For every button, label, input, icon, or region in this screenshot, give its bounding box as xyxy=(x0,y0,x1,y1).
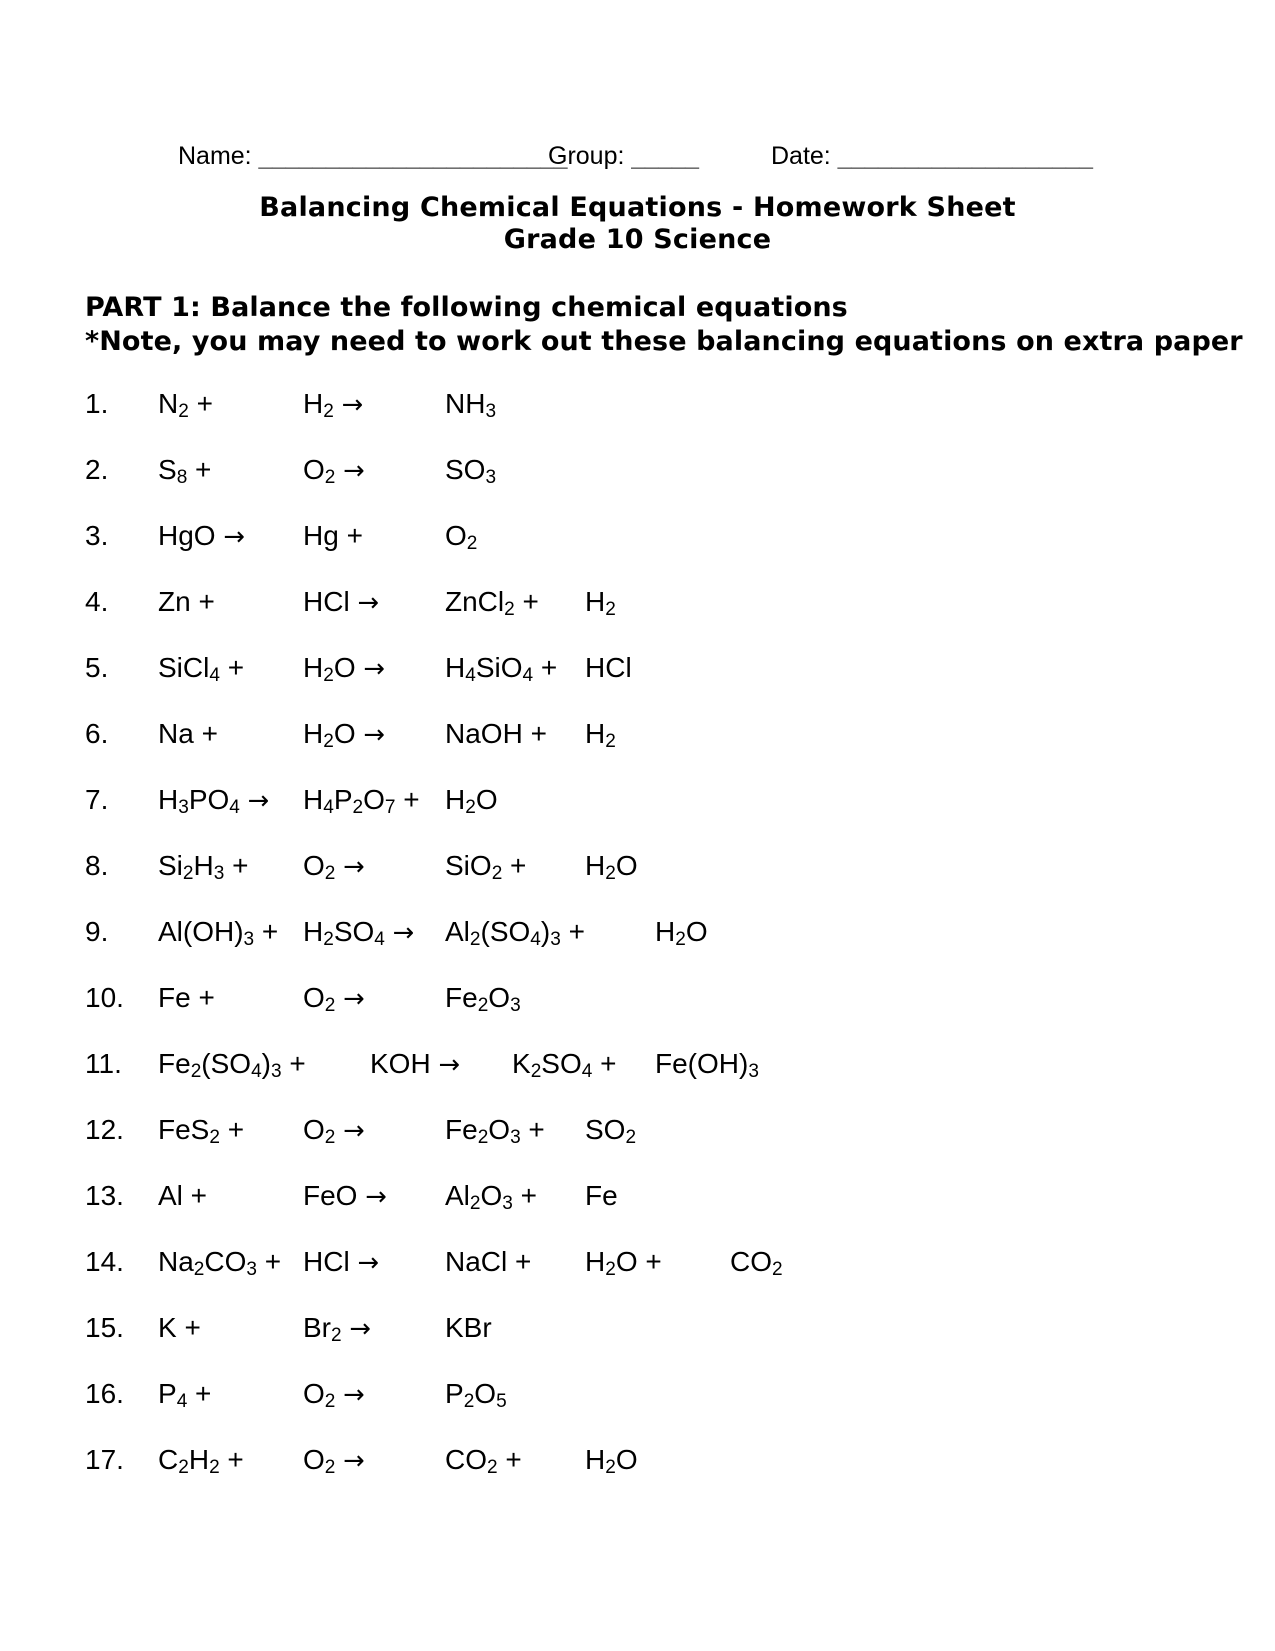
equation-term: $S_8$ + xyxy=(158,454,212,489)
equation-term: $P_4$ + xyxy=(158,1378,212,1413)
equation-term: $H_2SO_4$ → xyxy=(303,916,415,951)
equation-term: NaCl + xyxy=(445,1246,532,1277)
worksheet-subtitle: Grade 10 Science xyxy=(503,224,772,255)
equation-row xyxy=(0,1046,1275,1112)
equation-term: NaOH + xyxy=(445,718,547,749)
date-field[interactable] xyxy=(771,142,1092,171)
name-field[interactable] xyxy=(178,142,567,171)
equation-row xyxy=(0,584,1275,650)
equation-row xyxy=(0,1442,1275,1508)
equation-term: $H_2O$ xyxy=(655,916,708,951)
equation-term: $H_4P_2O_7$ + xyxy=(303,784,420,819)
date-blank-rule: ___________________ xyxy=(837,142,1093,170)
equation-term: $Al_2(SO_4)_3$ + xyxy=(445,916,585,951)
equation-number: 13. xyxy=(85,1180,124,1211)
equation-number: 5. xyxy=(85,652,109,683)
equation-term: SiO$_2$ + xyxy=(445,850,527,885)
equation-term: $Si_2H_3$ + xyxy=(158,850,249,885)
equation-number: 17. xyxy=(85,1444,124,1475)
equation-term: Al + xyxy=(158,1180,208,1211)
equation-term: Zn + xyxy=(158,586,215,617)
equation-term: $H_2O$ xyxy=(445,784,498,819)
equation-term: ZnCl$_2$ + xyxy=(445,586,539,621)
name-label: Name: xyxy=(178,142,252,170)
part-note: *Note, you may need to work out these balancing equations on extra paper xyxy=(85,326,1243,357)
equation-number: 11. xyxy=(85,1048,122,1079)
equation-term: $H_2$ → xyxy=(303,388,364,423)
equation-term: $H_2O$ → xyxy=(303,652,385,687)
equation-term: Fe + xyxy=(158,982,215,1013)
equation-row xyxy=(0,518,1275,584)
student-info-line xyxy=(0,142,1275,176)
equation-row xyxy=(0,650,1275,716)
equation-term: FeS$_2$ + xyxy=(158,1114,245,1149)
equation-term: $H_3PO_4$ → xyxy=(158,784,270,819)
date-label: Date: xyxy=(771,142,831,170)
equation-term: $K_2SO_4$ + xyxy=(512,1048,617,1083)
equation-term: FeO → xyxy=(303,1180,387,1212)
part-heading: PART 1: Balance the following chemical equations xyxy=(85,292,848,323)
equation-row xyxy=(0,914,1275,980)
equation-term: $Al_2O_3$ + xyxy=(445,1180,538,1215)
equation-number: 16. xyxy=(85,1378,124,1409)
equation-term: $H_2O$ + xyxy=(585,1246,662,1281)
equation-term: $Fe_2O_3$ xyxy=(445,982,521,1017)
equation-term: $Al(OH)_3$ + xyxy=(158,916,279,951)
equation-term: $H_2$ xyxy=(585,586,616,621)
equation-number: 6. xyxy=(85,718,109,749)
equation-term: $SO_3$ xyxy=(445,454,497,489)
equation-term: KBr xyxy=(445,1312,492,1343)
worksheet-title: Balancing Chemical Equations - Homework Sheet xyxy=(259,192,1016,223)
equation-list xyxy=(0,386,1275,1508)
equation-row xyxy=(0,1178,1275,1244)
equation-term: $CO_2$ xyxy=(730,1246,783,1281)
equation-number: 14. xyxy=(85,1246,124,1277)
equation-term: KOH → xyxy=(370,1048,461,1080)
equation-term: Hg + xyxy=(303,520,363,551)
equation-number: 7. xyxy=(85,784,109,815)
equation-number: 3. xyxy=(85,520,109,551)
equation-term: $O_2$ → xyxy=(303,1444,365,1479)
name-blank-rule: _______________________ xyxy=(258,142,567,170)
equation-term: K + xyxy=(158,1312,201,1343)
worksheet-title-block xyxy=(0,192,1275,256)
equation-number: 12. xyxy=(85,1114,124,1145)
equation-term: $Fe_2O_3$ + xyxy=(445,1114,545,1149)
equation-row xyxy=(0,782,1275,848)
equation-term: $O_2$ → xyxy=(303,850,365,885)
equation-term: $Fe_2(SO_4)_3$ + xyxy=(158,1048,306,1083)
equation-row xyxy=(0,716,1275,782)
part-instructions xyxy=(85,291,1243,359)
equation-term: $H_2O$ → xyxy=(303,718,385,753)
equation-term: $P_2O_5$ xyxy=(445,1378,507,1413)
equation-term: $H_2O$ xyxy=(585,1444,638,1479)
equation-number: 1. xyxy=(85,388,109,419)
equation-number: 15. xyxy=(85,1312,124,1343)
equation-number: 9. xyxy=(85,916,109,947)
equation-term: $H_4SiO_4$ + xyxy=(445,652,558,687)
equation-row xyxy=(0,1112,1275,1178)
equation-term: $O_2$ → xyxy=(303,1114,365,1149)
equation-term: HCl → xyxy=(303,586,380,618)
equation-term: $H_2O$ xyxy=(585,850,638,885)
equation-term: $Fe(OH)_3$ xyxy=(655,1048,759,1083)
group-blank-rule: _____ xyxy=(631,142,699,170)
equation-term: $O_2$ → xyxy=(303,982,365,1017)
equation-row xyxy=(0,848,1275,914)
equation-term: HCl xyxy=(585,652,632,683)
equation-term: $N_2$ + xyxy=(158,388,213,423)
equation-row xyxy=(0,1310,1275,1376)
equation-term: HgO → xyxy=(158,520,245,552)
equation-term: SiCl$_4$ + xyxy=(158,652,245,687)
equation-row xyxy=(0,452,1275,518)
equation-term: $NH_3$ xyxy=(445,388,497,423)
group-label: Group: xyxy=(548,142,625,170)
equation-term: $Br_2$ → xyxy=(303,1312,371,1347)
equation-term: $H_2$ xyxy=(585,718,616,753)
equation-row xyxy=(0,1376,1275,1442)
equation-term: $O_2$ xyxy=(445,520,478,555)
equation-number: 2. xyxy=(85,454,109,485)
equation-number: 8. xyxy=(85,850,109,881)
equation-row xyxy=(0,386,1275,452)
equation-term: Na + xyxy=(158,718,218,749)
equation-row xyxy=(0,1244,1275,1310)
equation-term: Fe xyxy=(585,1180,618,1211)
equation-number: 10. xyxy=(85,982,124,1013)
group-field[interactable] xyxy=(548,142,698,171)
equation-term: $O_2$ → xyxy=(303,454,365,489)
equation-term: $SO_2$ xyxy=(585,1114,637,1149)
equation-term: HCl → xyxy=(303,1246,380,1278)
equation-row xyxy=(0,980,1275,1046)
equation-term: $O_2$ → xyxy=(303,1378,365,1413)
equation-term: $Na_2CO_3$ + xyxy=(158,1246,282,1281)
equation-number: 4. xyxy=(85,586,109,617)
equation-term: $C_2H_2$ + xyxy=(158,1444,244,1479)
equation-term: $CO_2$ + xyxy=(445,1444,522,1479)
